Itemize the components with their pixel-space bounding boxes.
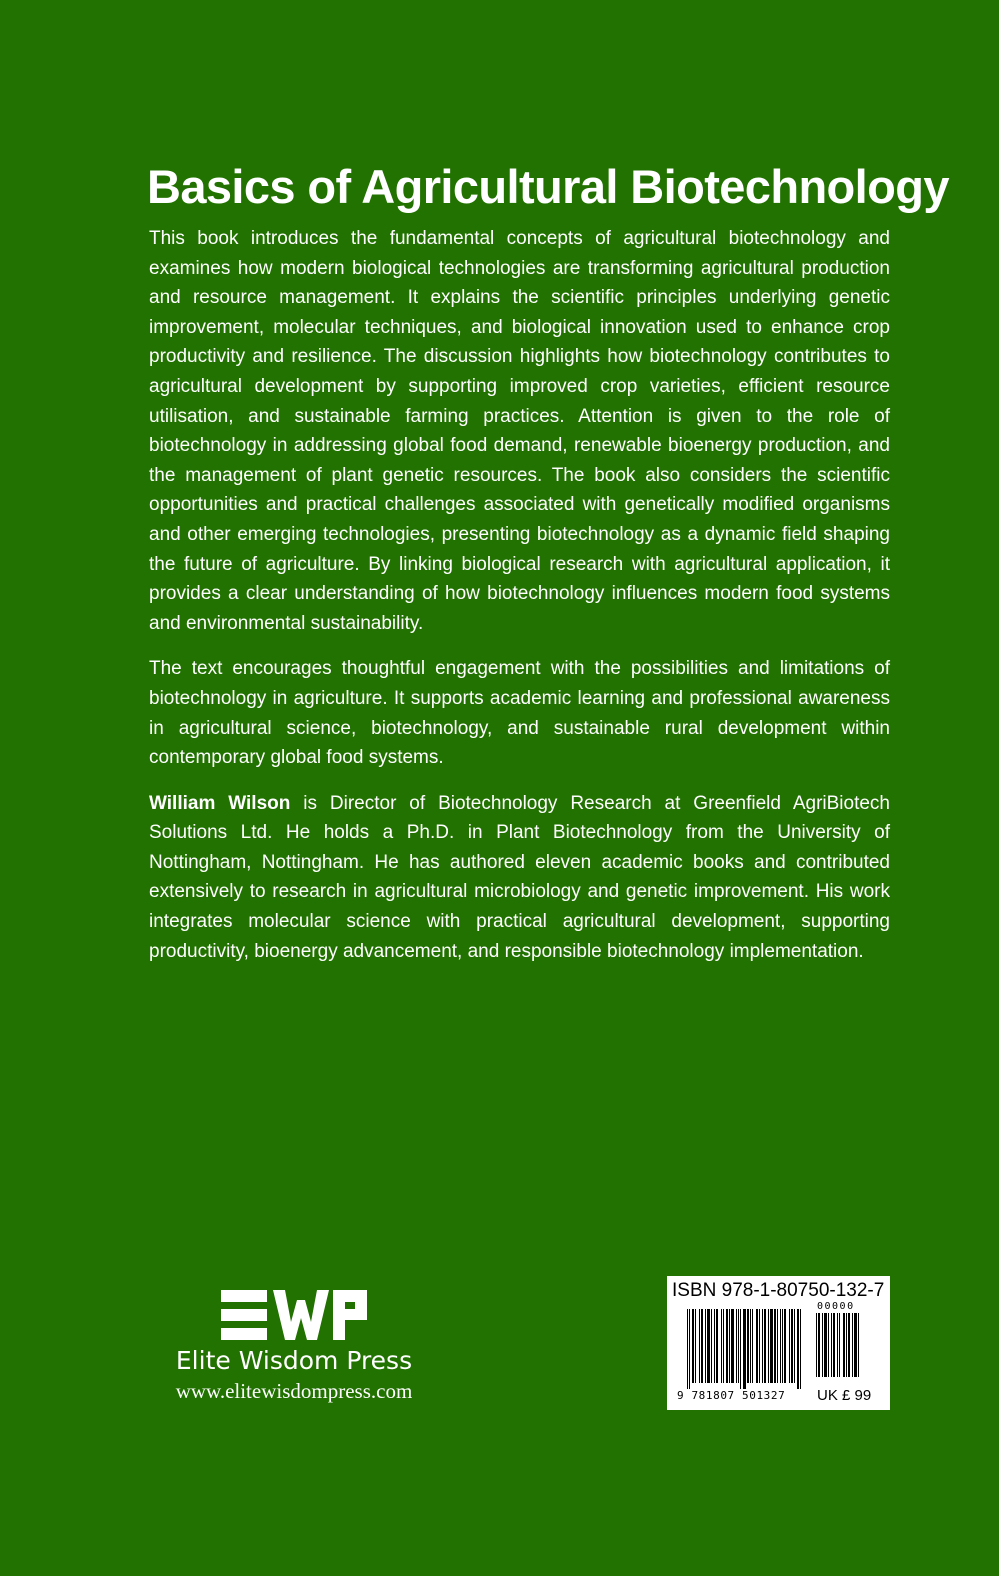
barcode-bar (791, 1309, 793, 1383)
barcode-bar (770, 1309, 773, 1383)
barcode-bar (721, 1309, 722, 1383)
addon-barcode-bars (816, 1313, 872, 1383)
barcode-bar (707, 1309, 710, 1383)
barcode-bar (777, 1309, 778, 1383)
barcode-bar (816, 1313, 817, 1377)
addon-digits: 00000 (817, 1301, 855, 1312)
barcode-bar (822, 1313, 823, 1377)
author-name: William Wilson (149, 792, 291, 814)
barcode-bar (848, 1313, 850, 1377)
barcode-bar (843, 1313, 845, 1377)
barcode-bar (705, 1309, 706, 1383)
barcode-bar (774, 1309, 776, 1383)
barcode-bar (750, 1309, 751, 1383)
barcode-bar (714, 1309, 715, 1383)
barcode-bar (794, 1309, 795, 1383)
barcode-bar (839, 1313, 840, 1377)
barcode-bar (797, 1309, 799, 1389)
publisher-logo (221, 1290, 367, 1340)
barcode-bars (687, 1309, 813, 1389)
barcode-bar (687, 1309, 688, 1389)
barcode-bar (756, 1309, 758, 1383)
book-title: Basics of Agricultural Biotechnology (147, 160, 949, 213)
barcode-bar (833, 1313, 835, 1377)
barcode-bar (738, 1309, 739, 1383)
barcode-bar (752, 1309, 753, 1383)
publisher-url: www.elitewisdompress.com (175, 1379, 413, 1403)
barcode-bar (740, 1309, 741, 1389)
barcode-bar (692, 1309, 694, 1383)
isbn-barcode (667, 1276, 890, 1410)
barcode-bar (828, 1313, 829, 1377)
barcode-bar (736, 1309, 737, 1383)
barcode-bar (858, 1313, 859, 1377)
barcode-bar (852, 1313, 853, 1377)
barcode-bar (729, 1309, 730, 1383)
barcode-bar (701, 1309, 703, 1383)
barcode-bar (723, 1309, 724, 1383)
barcode-bar (762, 1309, 763, 1383)
barcode-bar (837, 1313, 838, 1377)
barcode-bar (747, 1309, 749, 1383)
barcode-bar (726, 1309, 728, 1383)
barcode-bar (689, 1309, 690, 1389)
barcode-bar (716, 1309, 718, 1383)
barcode-bar (854, 1313, 857, 1377)
barcode-bar (768, 1309, 769, 1383)
barcode-bar (759, 1309, 760, 1383)
description-paragraph-1: This book introduces the fundamental concepts of agricultural biotechnology and examines how modern biological technologies are transforming agricultural production and resource management. It explains the scientific principles underlying genetic improvement, molecular techniques, and biological innovation used to enhance crop productivity and resilience. The discussion highlights how biotechnology contributes to agricultural development by supporting improved crop varieties, efficient resource utilisation, and sustainable farming practices. Attention is given to the role of biotechnology in addressing global food demand, renewable bioenergy production, and the management of plant genetic resources. The book also considers the scientific opportunities and practical challenges associated with genetically modified organisms and other emerging technologies, presenting biotechnology as a dynamic field shaping the future of agriculture. By linking biological research with agricultural application, it provides a clear understanding of how biotechnology influences modern food systems and environmental sustainability. (149, 228, 890, 634)
barcode-bar (780, 1309, 781, 1383)
barcode-bar (764, 1309, 766, 1383)
publisher-name: Elite Wisdom Press (175, 1346, 413, 1375)
barcode-bar (831, 1313, 832, 1377)
barcode-bar (789, 1309, 790, 1383)
barcode-digits: 9 781807 501327 (677, 1389, 786, 1402)
barcode-bar (818, 1313, 820, 1377)
barcode-bar (800, 1309, 801, 1389)
barcode-bar (846, 1313, 847, 1377)
author-bio-text: is Director of Biotechnology Research at Greenfield AgriBiotech Solutions Ltd. He holds a Ph.D. in Plant Biotechnology from the University of Nottingham, Nottingham. He has authored eleven academic books and contributed extensively to research in agricultural microbiology and genetic improvement. His work integrates molecular science with practical agricultural development, supporting productivity, bioenergy advancement, and responsible biotechnology implementation. (149, 792, 890, 962)
barcode-bar (743, 1309, 746, 1389)
barcode-bar (695, 1309, 696, 1383)
barcode-bar (782, 1309, 783, 1383)
isbn-label: ISBN 978-1-80750-132-7 (672, 1280, 885, 1301)
barcode-bar (824, 1313, 827, 1377)
barcode-bar (699, 1309, 700, 1383)
publisher-block (149, 1290, 439, 1404)
author-bio (149, 789, 890, 967)
description-block (149, 224, 890, 982)
barcode-bar (784, 1309, 786, 1383)
barcode-bar (711, 1309, 712, 1383)
price-label: UK £ 99 (817, 1387, 872, 1404)
description-paragraph-2: The text encourages thoughtful engagement with the possibilities and limitations of biotechnology in agriculture. It supports academic learning and professional awareness in agricultural science, biotechnology, and sustainable rural development within contemporary global food systems. (149, 658, 890, 769)
barcode-bar (731, 1309, 734, 1383)
